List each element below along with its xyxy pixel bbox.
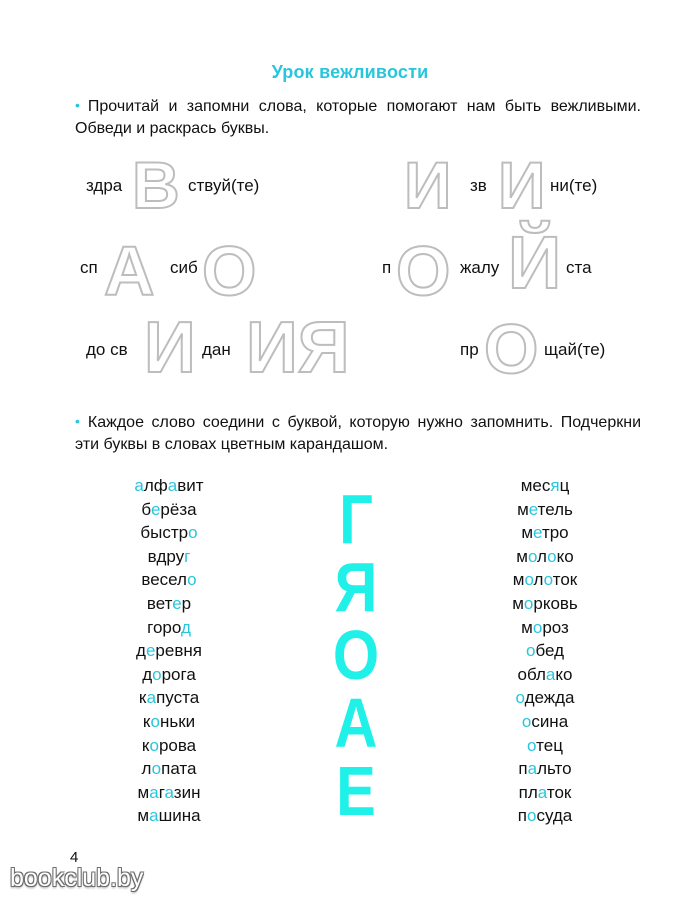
highlighted-letter: о [188, 523, 198, 543]
highlighted-letter: о [515, 688, 525, 708]
word-segment: быстр [140, 523, 189, 543]
word-segment: м [517, 499, 529, 519]
highlighted-letter: о [151, 759, 162, 779]
right-word-list [470, 474, 620, 828]
word-segment: сина [531, 711, 569, 731]
word-segment: рёза [160, 499, 197, 519]
word-item [94, 498, 244, 522]
word-segment: ревня [155, 641, 202, 661]
instruction-1-text: Прочитай и запомни слова, которые помогают нам быть вежливыми. Обведи и раскрась буквы. [75, 98, 641, 137]
outline-letter: И [404, 148, 452, 222]
big-letter: Я [334, 548, 378, 626]
word-item [94, 592, 244, 616]
highlighted-letter: а [146, 688, 157, 708]
word-item [94, 521, 244, 545]
highlighted-letter: а [545, 664, 556, 684]
word-segment: ток [546, 782, 572, 802]
word-segment: р [181, 593, 192, 613]
highlighted-letter: а [167, 476, 178, 495]
outline-letter: В [132, 148, 180, 222]
word-item [94, 757, 244, 781]
word-segment: тец [536, 735, 563, 755]
word-part: сиб [170, 258, 198, 277]
highlighted-letter: а [164, 782, 174, 802]
word-segment: лф [143, 476, 168, 495]
word-item [94, 804, 244, 828]
word-item [94, 734, 244, 758]
word-segment: горо [147, 617, 181, 637]
word-segment: п [518, 759, 528, 779]
word-segment: тро [541, 523, 569, 543]
word-item [470, 757, 620, 781]
big-letters-column [306, 480, 406, 830]
word-part: зв [470, 176, 487, 195]
highlighted-letter: о [532, 617, 543, 637]
instruction-1 [75, 94, 641, 140]
word-part: ста [566, 258, 592, 277]
word-part: ни(те) [550, 176, 598, 195]
word-segment: бед [535, 641, 564, 661]
highlighted-letter: е [528, 499, 538, 519]
word-segment: обл [517, 664, 546, 684]
word-item [470, 498, 620, 522]
left-word-list [94, 474, 244, 828]
word-segment: вдру [147, 546, 185, 566]
word-segment: м [512, 593, 524, 613]
highlighted-letter: о [149, 735, 159, 755]
highlighted-letter: е [533, 523, 542, 543]
word-segment: к [138, 688, 147, 708]
word-segment: вет [146, 593, 173, 613]
word-segment: ц [559, 476, 570, 495]
word-item [94, 639, 244, 663]
word-segment: роз [542, 617, 569, 637]
word-segment: м [137, 806, 150, 826]
word-item [470, 474, 620, 498]
highlighted-letter: о [152, 664, 162, 684]
highlighted-letter: а [149, 806, 159, 826]
outline-letter: И [498, 148, 546, 222]
word-part: п [382, 258, 392, 277]
word-item [470, 639, 620, 663]
word-item [94, 616, 244, 640]
word-part: до св [86, 340, 128, 359]
word-segment: льто [537, 759, 572, 779]
word-segment: весел [141, 570, 188, 590]
highlighted-letter: о [524, 570, 534, 590]
word-segment: пуста [156, 688, 200, 708]
word-item [470, 734, 620, 758]
word-item [94, 686, 244, 710]
highlighted-letter: е [172, 593, 182, 613]
word-segment: шина [158, 806, 201, 826]
highlighted-letter: о [526, 806, 537, 826]
highlighted-letter: о [547, 546, 557, 566]
highlighted-letter: о [527, 546, 538, 566]
word-segment: л [141, 759, 152, 779]
instruction-2 [75, 410, 641, 456]
word-part: сп [80, 258, 98, 277]
word-segment: л [537, 546, 548, 566]
word-item [470, 616, 620, 640]
word-segment: зин [173, 782, 201, 802]
highlighted-letter: е [150, 499, 161, 519]
word-item [470, 568, 620, 592]
word-segment: б [141, 499, 151, 519]
word-segment: рова [158, 735, 197, 755]
outline-letter: О [484, 310, 539, 388]
word-item [94, 710, 244, 734]
highlighted-letter: о [525, 641, 536, 661]
big-letter: Г [339, 480, 373, 558]
word-part: щай(те) [544, 340, 606, 359]
highlighted-letter: е [145, 641, 156, 661]
highlighted-letter: о [521, 711, 532, 731]
word-segment: ньки [159, 711, 196, 731]
page-number: 4 [70, 849, 79, 866]
word-segment: д [142, 664, 153, 684]
highlighted-letter: а [134, 476, 144, 495]
big-letter: О [332, 616, 380, 694]
outline-letter: О [202, 232, 257, 310]
big-letter: А [334, 684, 378, 762]
word-segment: пата [161, 759, 197, 779]
page-title: Урок вежливости [271, 62, 429, 82]
watermark: bookclub.by [10, 864, 144, 892]
highlighted-letter: а [149, 782, 159, 802]
word-segment: суда [536, 806, 573, 826]
word-segment: м [521, 523, 534, 543]
word-segment: м [516, 546, 528, 566]
word-part: пр [460, 340, 479, 359]
word-item [470, 710, 620, 734]
highlighted-letter: о [187, 570, 197, 590]
word-segment: вит [177, 476, 204, 495]
outline-letter: И [144, 308, 196, 388]
word-segment: тель [537, 499, 573, 519]
word-segment: ко [555, 664, 573, 684]
word-item [94, 568, 244, 592]
big-letter: Е [336, 752, 376, 830]
instruction-2-text: Каждое слово соедини с буквой, которую нужно запомнить. Подчеркни эти буквы в словах цветным карандашом. [75, 414, 641, 453]
word-segment: д [136, 641, 146, 661]
word-item [94, 474, 244, 498]
word-segment: м [512, 570, 525, 590]
word-segment: к [141, 735, 150, 755]
highlighted-letter: г [184, 546, 191, 566]
word-item [94, 663, 244, 687]
word-segment: л [533, 570, 544, 590]
word-item [470, 781, 620, 805]
outline-letter: А [104, 232, 155, 310]
highlighted-letter: о [150, 711, 160, 731]
word-item [470, 804, 620, 828]
word-part: здра [86, 176, 123, 195]
word-part: дан [202, 340, 231, 359]
word-part: жалу [460, 258, 500, 277]
word-item [470, 592, 620, 616]
word-item [470, 663, 620, 687]
word-segment: п [517, 806, 527, 826]
highlighted-letter: а [537, 782, 547, 802]
word-segment: мес [520, 476, 551, 495]
highlighted-letter: а [527, 759, 538, 779]
highlighted-letter: я [550, 476, 560, 495]
word-segment: к [142, 711, 151, 731]
outline-letter: О [396, 232, 451, 310]
word-item [94, 781, 244, 805]
word-segment: рковь [533, 593, 578, 613]
word-part: ствуй(те) [188, 176, 260, 195]
word-item [94, 545, 244, 569]
word-segment: м [137, 782, 150, 802]
word-segment: пл [518, 782, 538, 802]
word-item [470, 521, 620, 545]
word-segment: ток [552, 570, 578, 590]
highlighted-letter: о [523, 593, 534, 613]
word-segment: рога [161, 664, 196, 684]
word-segment: ко [556, 546, 574, 566]
bullet-icon: • [75, 97, 80, 113]
bullet-icon: • [75, 413, 80, 429]
word-segment: г [158, 782, 165, 802]
highlighted-letter: д [180, 617, 191, 637]
word-segment: дежда [524, 688, 575, 708]
word-item [470, 686, 620, 710]
highlighted-letter: о [527, 735, 537, 755]
outline-letter: ИЯ [246, 308, 350, 388]
word-segment: м [521, 617, 533, 637]
outline-letter: Й [508, 221, 562, 304]
word-item [470, 545, 620, 569]
highlighted-letter: о [543, 570, 553, 590]
